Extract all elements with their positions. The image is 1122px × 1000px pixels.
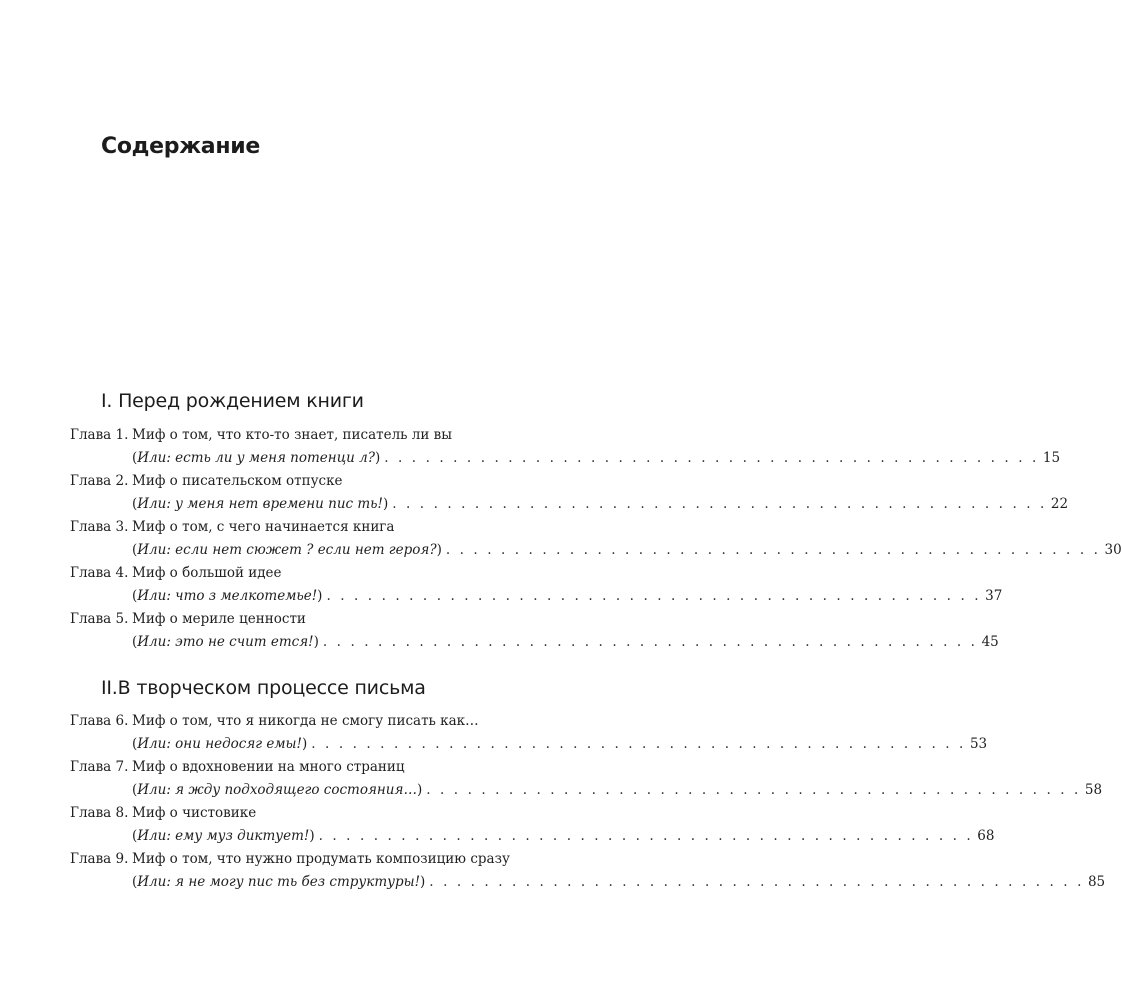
toc-entry[interactable] (70, 802, 995, 848)
chapter-title: Миф о чистовике (132, 805, 257, 821)
page-title: Содержание (101, 134, 260, 159)
chapter-subtitle: (Или: ему муз диктует!) (132, 828, 315, 844)
dot-leader: . . . . . . . . . . . . . . . . . . . . . . . . . . . . . . . . . . . . . . . . . . . . . . . . (384, 450, 1039, 466)
chapter-label: Глава 8. (70, 805, 129, 821)
dot-leader: . . . . . . . . . . . . . . . . . . . . . . . . . . . . . . . . . . . . . . . . . . . . . . . . (445, 542, 1101, 558)
chapter-label: Глава 2. (70, 473, 129, 489)
chapter-label: Глава 6. (70, 713, 129, 729)
page-number: 58 (1084, 782, 1103, 798)
dot-leader: . . . . . . . . . . . . . . . . . . . . . . . . . . . . . . . . . . . . . . . . . . . . . . . . (311, 736, 966, 752)
dot-leader: . . . . . . . . . . . . . . . . . . . . . . . . . . . . . . . . . . . . . . . . . . . . . . . . (426, 782, 1081, 798)
page-number: 85 (1087, 874, 1106, 890)
page-number: 68 (977, 828, 995, 844)
chapter-title: Миф о большой идее (132, 565, 282, 581)
toc-section-2 (70, 710, 1106, 894)
toc-entry[interactable] (70, 470, 1069, 516)
dot-leader: . . . . . . . . . . . . . . . . . . . . . . . . . . . . . . . . . . . . . . . . . . . . . . . . (318, 828, 974, 844)
chapter-title: Миф о писательском отпуске (132, 473, 343, 489)
chapter-subtitle: (Или: я не могу пис ть без структуры!) (132, 874, 426, 890)
page-number: 30 (1104, 542, 1122, 558)
chapter-title: Миф о том, с чего начинается книга (132, 519, 395, 535)
toc-entry[interactable] (70, 424, 1061, 470)
page-number: 22 (1050, 496, 1069, 512)
chapter-title: Миф о том, что нужно продумать композицию сразу (132, 851, 510, 867)
page-number: 53 (969, 736, 988, 752)
toc-entry[interactable] (70, 608, 999, 654)
toc-entry[interactable] (70, 516, 1122, 562)
chapter-subtitle: (Или: они недосяг емы!) (132, 736, 308, 752)
dot-leader: . . . . . . . . . . . . . . . . . . . . . . . . . . . . . . . . . . . . . . . . . . . . . . . . (392, 496, 1047, 512)
chapter-label: Глава 1. (70, 427, 129, 443)
chapter-label: Глава 5. (70, 611, 129, 627)
chapter-label: Глава 4. (70, 565, 129, 581)
toc-entry[interactable] (70, 756, 1103, 802)
chapter-label: Глава 7. (70, 759, 129, 775)
chapter-subtitle: (Или: есть ли у меня потенци л?) (132, 450, 381, 466)
page-number: 45 (981, 634, 999, 650)
chapter-subtitle: (Или: если нет сюжет ? если нет героя?) (132, 542, 442, 558)
page-number: 15 (1042, 450, 1061, 466)
chapter-subtitle: (Или: я жду подходящего состояния…) (132, 782, 423, 798)
page-number: 37 (985, 588, 1003, 604)
toc-entry[interactable] (70, 848, 1106, 894)
chapter-subtitle: (Или: у меня нет времени пис ть!) (132, 496, 389, 512)
chapter-title: Миф о том, что я никогда не смогу писать как… (132, 713, 479, 729)
chapter-label: Глава 3. (70, 519, 129, 535)
toc-entry[interactable] (70, 710, 988, 756)
chapter-title: Миф о мериле ценности (132, 611, 306, 627)
toc-section-1 (70, 424, 1122, 654)
chapter-label: Глава 9. (70, 851, 129, 867)
dot-leader: . . . . . . . . . . . . . . . . . . . . . . . . . . . . . . . . . . . . . . . . . . . . . . . . (326, 588, 982, 604)
section-title-2: II.В творческом процессе письма (101, 677, 426, 699)
dot-leader: . . . . . . . . . . . . . . . . . . . . . . . . . . . . . . . . . . . . . . . . . . . . . . . . (429, 874, 1084, 890)
toc-entry[interactable] (70, 562, 1003, 608)
chapter-subtitle: (Или: это не счит ется!) (132, 634, 319, 650)
chapter-title: Миф о вдохновении на много страниц (132, 759, 405, 775)
dot-leader: . . . . . . . . . . . . . . . . . . . . . . . . . . . . . . . . . . . . . . . . . . . . . . . . (322, 634, 978, 650)
chapter-title: Миф о том, что кто-то знает, писатель ли вы (132, 427, 453, 443)
section-title-1: I. Перед рождением книги (101, 390, 364, 412)
chapter-subtitle: (Или: что з мелкотемье!) (132, 588, 323, 604)
